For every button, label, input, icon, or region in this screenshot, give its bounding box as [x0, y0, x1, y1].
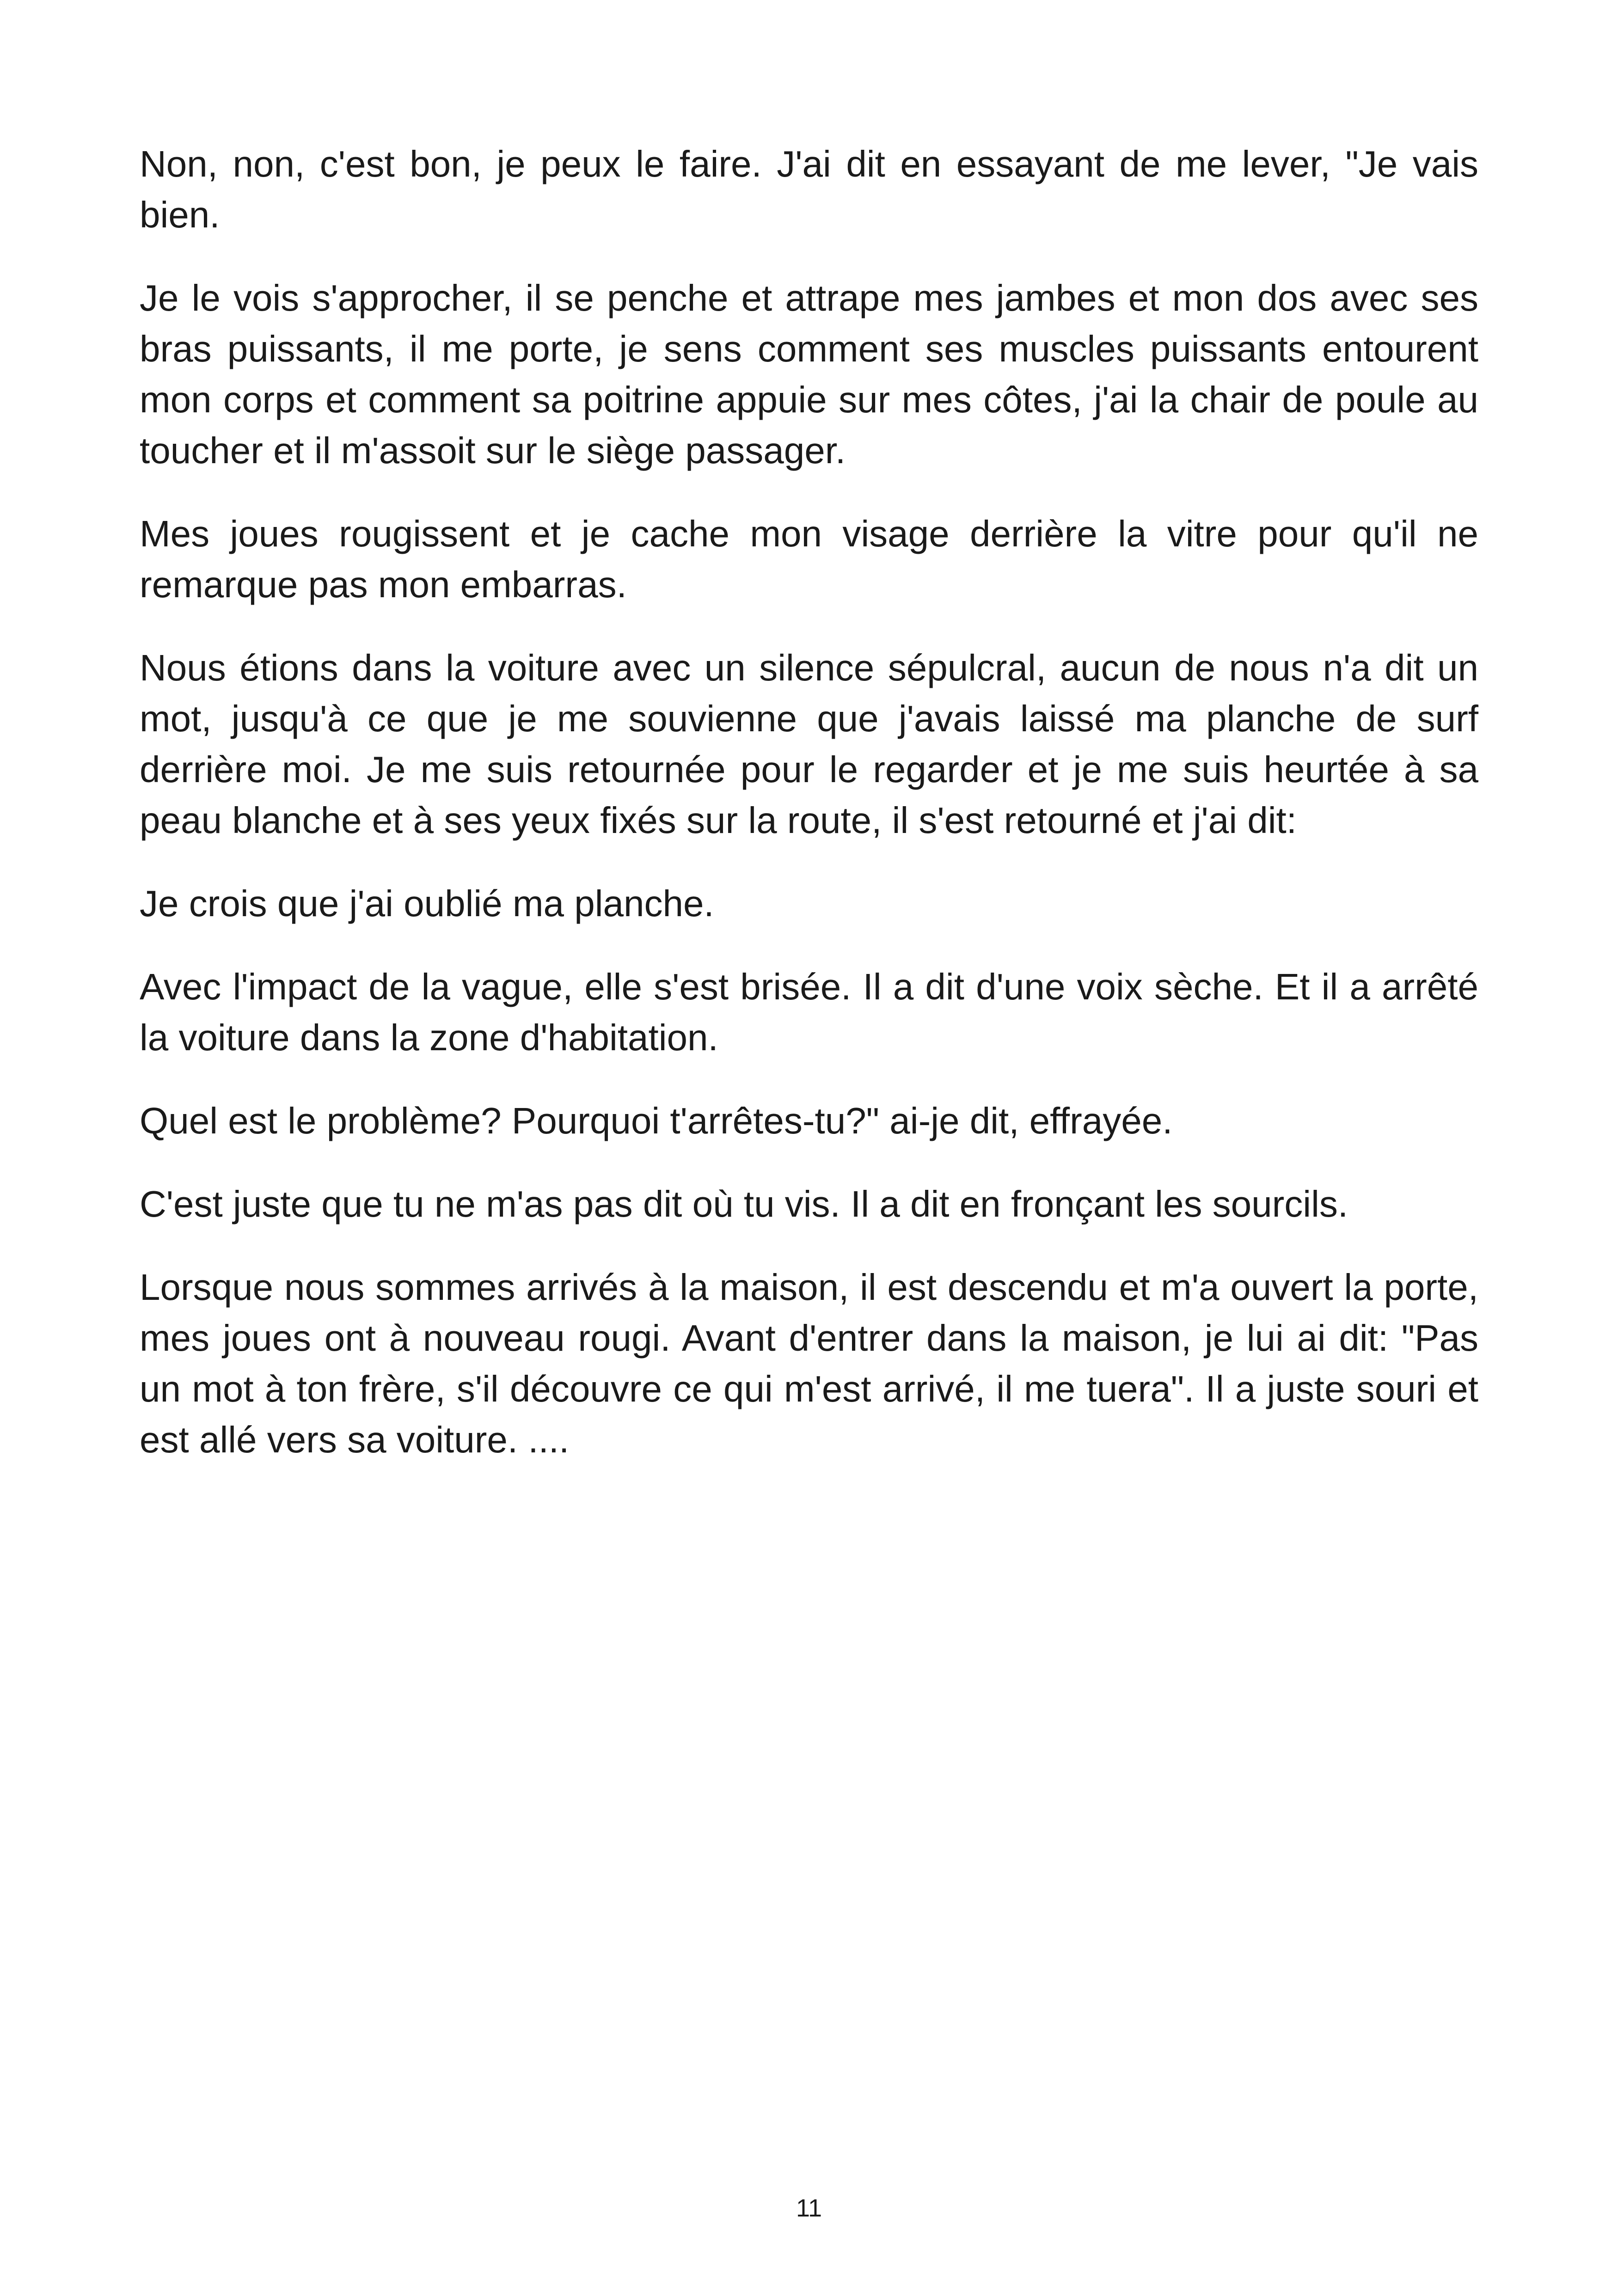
paragraph: Quel est le problème? Pourquoi t'arrêtes-tu?" ai-je dit, effrayée. [140, 1100, 1173, 1141]
paragraph: C'est juste que tu ne m'as pas dit où tu vis. Il a dit en fronçant les sourcils. [140, 1183, 1348, 1225]
paragraph: Nous étions dans la voiture avec un silence sépulcral, aucun de nous n'a dit un mot, jusqu'à ce que je me souvienne que j'avais laissé ma planche de surf derrière moi. Je me suis retournée pour le regarder et je me suis heurtée à sa peau blanche et à ses yeux fixés sur la route, il s'est retourné et j'ai dit: [140, 647, 1478, 841]
paragraph: Je le vois s'approcher, il se penche et attrape mes jambes et mon dos avec ses bras puissants, il me porte, je sens comment ses muscles puissants entourent mon corps et comment sa poitrine appuie sur mes côtes, j'ai la chair de poule au toucher et il m'assoit sur le siège passager. [140, 277, 1478, 471]
paragraph: Avec l'impact de la vague, elle s'est brisée. Il a dit d'une voix sèche. Et il a arrêté la voiture dans la zone d'habitation. [140, 966, 1478, 1058]
body-text [140, 139, 1478, 1498]
paragraph: Mes joues rougissent et je cache mon visage derrière la vitre pour qu'il ne remarque pas mon embarras. [140, 513, 1478, 605]
paragraph: Non, non, c'est bon, je peux le faire. J'ai dit en essayant de me lever, "Je vais bien. [140, 143, 1478, 235]
paragraph: Lorsque nous sommes arrivés à la maison, il est descendu et m'a ouvert la porte, mes joues ont à nouveau rougi. Avant d'entrer dans la maison, je lui ai dit: "Pas un mot à ton frère, s'il découvre ce qui m'est arrivé, il me tuera". Il a juste souri et est allé vers sa voiture. .... [140, 1267, 1478, 1460]
paragraph: Je crois que j'ai oublié ma planche. [140, 883, 714, 924]
page-number: 11 [796, 2194, 822, 2222]
